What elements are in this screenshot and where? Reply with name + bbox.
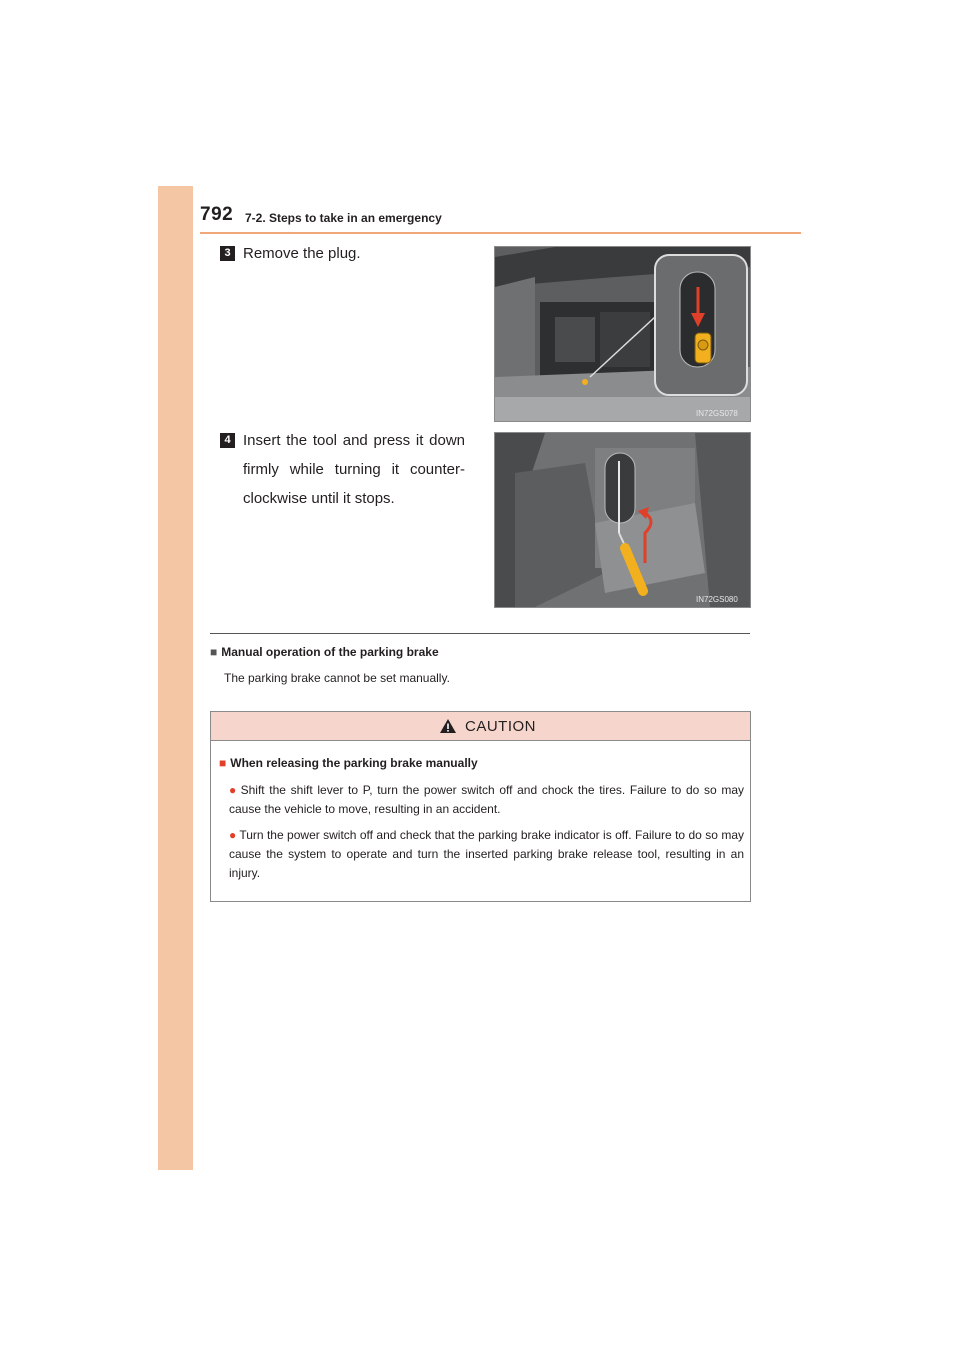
section-divider [210,633,750,634]
trunk-illustration [495,247,750,421]
step-4-badge: 4 [220,433,235,448]
warning-triangle-icon [439,718,457,734]
caution-box [210,711,751,902]
figure-code: IN72GS078 [696,409,738,418]
caution-heading-text: When releasing the parking brake manually [230,756,478,770]
caution-title: CAUTION [465,718,536,735]
square-bullet-icon: ■ [210,645,218,659]
step-3-badge: 3 [220,246,235,261]
page-number: 792 [200,204,234,225]
square-bullet-icon: ■ [219,756,227,770]
figure-insert-tool [494,432,751,608]
step-4-text: Insert the tool and press it down firmly while turning it counter-clockwise until it stops. [243,432,465,507]
caution-bullet [229,826,744,883]
note-heading-text: Manual operation of the parking brake [221,645,439,659]
header-rule [200,232,801,234]
caution-bullet [229,781,744,819]
caution-bullet-text: Turn the power switch off and check that the parking brake indicator is off. Failure to do so may cause the system to operate and turn the inserted parking brake release tool, resulting in an injury. [229,828,745,880]
tool-illustration [495,433,750,607]
bullet-dot-icon: ● [229,828,237,842]
note-heading [210,645,439,659]
figure-code: IN72GS080 [696,595,738,604]
chapter-side-bar [158,186,193,1170]
figure-remove-plug [494,246,751,422]
caution-bullet-text: Shift the shift lever to P, turn the power switch off and chock the tires. Failure to do so may cause the vehicle to move, resulting in an accident. [229,783,745,816]
caution-header [211,712,750,741]
step-3-text: Remove the plug. [243,245,361,262]
caution-heading [219,756,478,770]
note-body: The parking brake cannot be set manually. [224,671,450,685]
section-title: 7-2. Steps to take in an emergency [245,211,442,225]
bullet-dot-icon: ● [229,783,238,797]
